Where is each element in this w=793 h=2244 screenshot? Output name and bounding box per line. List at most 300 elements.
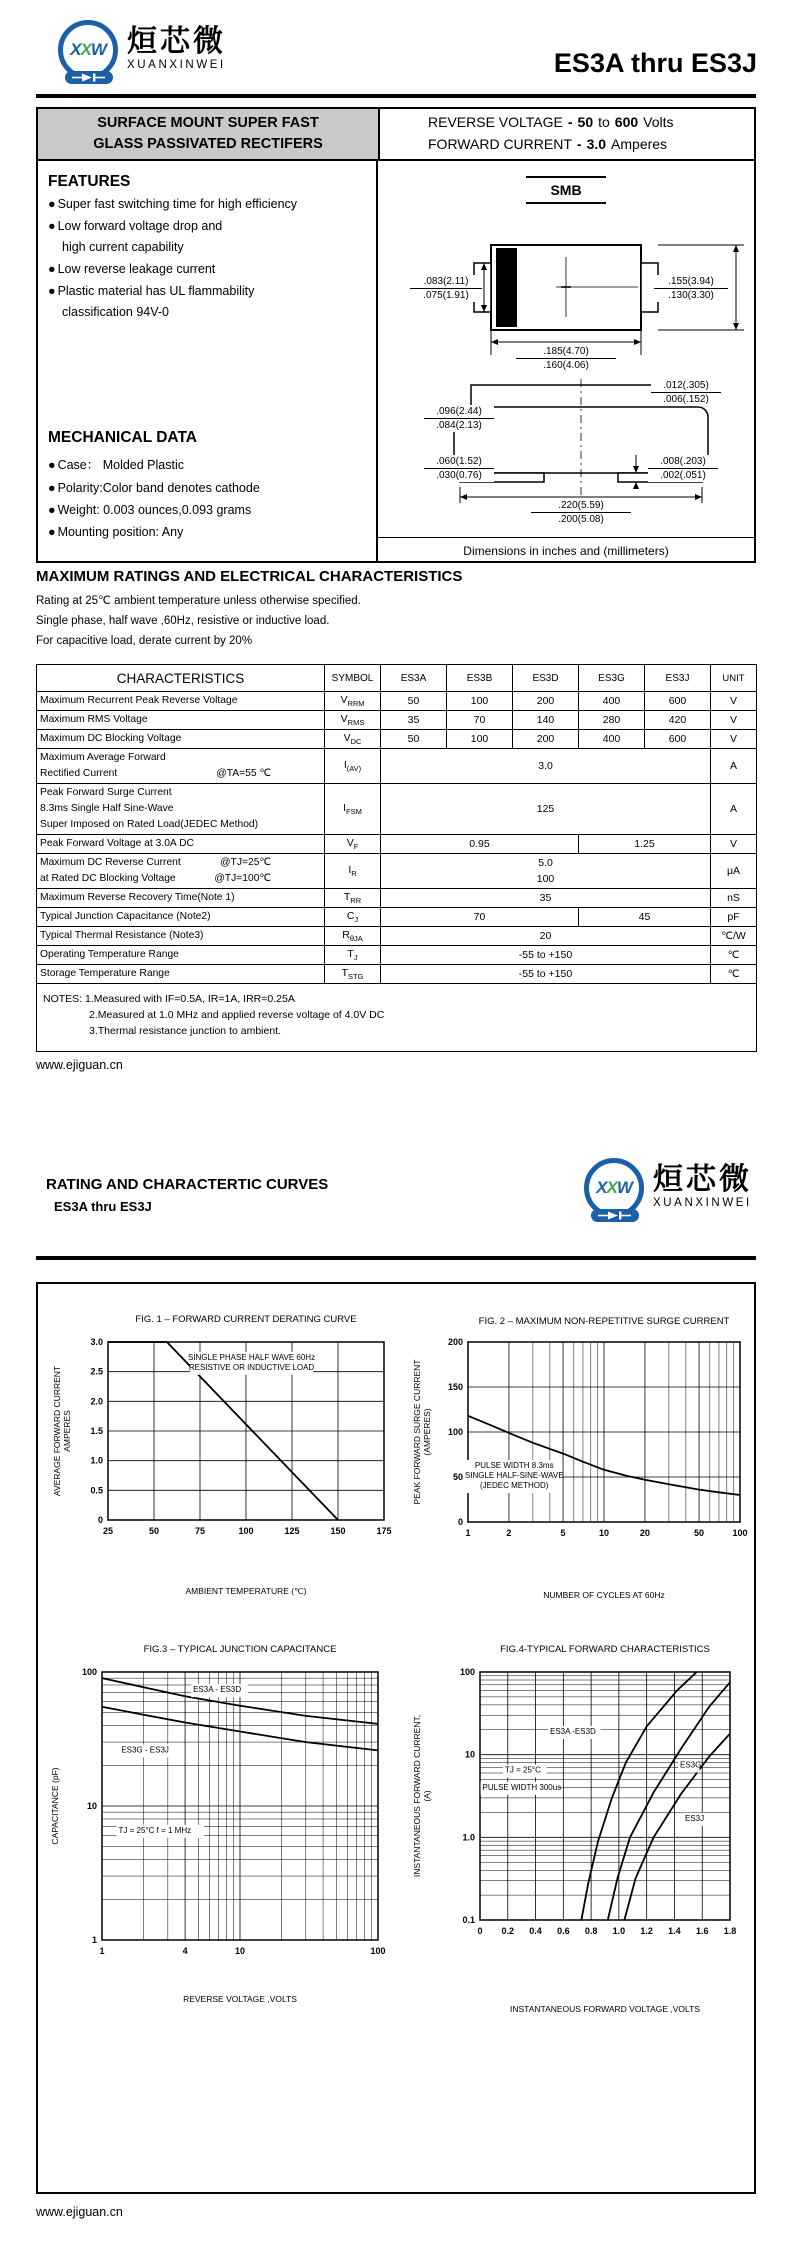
symbol-cell xyxy=(325,853,381,889)
characteristic-cell xyxy=(37,908,325,927)
characteristic-text: Super Imposed on Rated Load(JEDEC Method) xyxy=(40,818,259,830)
feature-item xyxy=(48,219,368,235)
svg-text:100: 100 xyxy=(370,1946,386,1956)
table-row xyxy=(37,908,757,927)
symbol-cell xyxy=(325,729,381,748)
website-url[interactable]: www.ejiguan.cn xyxy=(36,2205,123,2219)
svg-text:ES3A -ES3D: ES3A -ES3D xyxy=(550,1727,596,1736)
symbol-base: V xyxy=(343,731,351,744)
svg-text:(JEDEC METHOD): (JEDEC METHOD) xyxy=(480,1481,549,1490)
symbol-base: I xyxy=(343,801,347,814)
feature-text: Super fast switching time for high efficiency xyxy=(57,197,298,211)
symbol-subscript: STG xyxy=(348,971,364,981)
ratings-heading: MAXIMUM RATINGS AND ELECTRICAL CHARACTERISTICS xyxy=(36,568,463,585)
svg-text:TJ = 25°C f = 1 MHz: TJ = 25°C f = 1 MHz xyxy=(118,1825,192,1835)
column-header: UNIT xyxy=(711,665,757,692)
svg-text:NUMBER OF CYCLES AT 60Hz: NUMBER OF CYCLES AT 60Hz xyxy=(543,1590,665,1600)
monogram-letter: X xyxy=(70,40,81,59)
bullet-icon: ● xyxy=(48,197,56,211)
svg-text:0.2: 0.2 xyxy=(501,1926,515,1936)
fig4-forward-characteristics-chart xyxy=(408,1636,753,2023)
title-row xyxy=(38,109,754,161)
table-row xyxy=(37,748,757,783)
svg-text:1: 1 xyxy=(99,1946,105,1956)
page2-rule xyxy=(36,1256,756,1260)
mechanical-text: Mounting position: Any xyxy=(57,525,184,539)
monogram-letter: W xyxy=(90,40,106,59)
column-header: SYMBOL xyxy=(325,665,381,692)
note-line: 2.Measured at 1.0 MHz and applied reverse voltage of 4.0V DC xyxy=(89,1008,385,1021)
diode-icon xyxy=(591,1209,639,1222)
svg-text:1.8: 1.8 xyxy=(723,1926,737,1936)
feature-text: Low forward voltage drop and xyxy=(57,218,223,233)
value-cell: 140 xyxy=(513,710,579,729)
table-row xyxy=(37,729,757,748)
package-top-view xyxy=(406,237,756,377)
unit-cell: V xyxy=(711,710,757,729)
unit-cell: pF xyxy=(711,908,757,927)
curves-heading: RATING AND CHARACTERTIC CURVES xyxy=(46,1176,329,1193)
svg-text:ES3G - ES3J: ES3G - ES3J xyxy=(121,1745,169,1755)
column-header: ES3B xyxy=(447,665,513,692)
note-line: 3.Thermal resistance junction to ambient. xyxy=(89,1024,282,1037)
product-title-line2: GLASS PASSIVATED RECTIFERS xyxy=(93,136,323,152)
symbol-cell xyxy=(325,783,381,834)
svg-text:PULSE WIDTH 8.3ms: PULSE WIDTH 8.3ms xyxy=(474,1461,554,1470)
value-cell: 400 xyxy=(579,692,645,711)
svg-text:FIG.3 – TYPICAL JUNCTION CAPAC: FIG.3 – TYPICAL JUNCTION CAPACITANCE xyxy=(143,1644,337,1655)
brand-logo-mark xyxy=(584,1158,648,1224)
characteristic-text: Typical Junction Capacitance (Note2) xyxy=(40,911,211,923)
symbol-subscript: RR xyxy=(350,896,362,906)
dim-side-bottom: .220(5.59) .200(5.08) xyxy=(531,499,631,526)
unit-cell: A xyxy=(711,783,757,834)
characteristic-text: 8.3ms Single Half Sine-Wave xyxy=(40,802,174,814)
monogram-letter: X xyxy=(596,1178,607,1197)
brand-logo-mark xyxy=(58,20,122,86)
symbol-cell xyxy=(325,889,381,908)
characteristic-text: Maximum Average Forward xyxy=(40,751,166,763)
value-cell: 70 xyxy=(447,710,513,729)
value-cell: 0.95 xyxy=(381,834,579,853)
svg-text:AVERAGE FORWARD CURRENTAMPERES: AVERAGE FORWARD CURRENTAMPERES xyxy=(52,1365,72,1497)
value-cell: 35 xyxy=(381,710,447,729)
svg-text:ES3J: ES3J xyxy=(685,1813,705,1823)
symbol-base: V xyxy=(340,693,348,706)
svg-text:AMBIENT TEMPERATURE (℃): AMBIENT TEMPERATURE (℃) xyxy=(185,1586,307,1596)
svg-text:1.4: 1.4 xyxy=(668,1926,681,1936)
svg-text:ES3A - ES3D: ES3A - ES3D xyxy=(193,1685,242,1695)
reverse-voltage-line: REVERSE VOLTAGE - 50 to 600 Volts xyxy=(428,114,674,131)
value-cell: 20 xyxy=(381,927,711,946)
value-cell: 70 xyxy=(381,908,579,927)
ratings-section xyxy=(36,568,756,655)
svg-text:1.6: 1.6 xyxy=(695,1926,709,1936)
column-header: ES3A xyxy=(381,665,447,692)
value-cell: -55 to +150 xyxy=(381,964,711,983)
monogram-letter: X xyxy=(80,40,91,59)
value-cell: 45 xyxy=(579,908,711,927)
divider xyxy=(526,202,606,204)
column-header: CHARACTERISTICS xyxy=(37,665,325,692)
svg-text:0.5: 0.5 xyxy=(90,1485,103,1496)
characteristic-cell xyxy=(37,729,325,748)
symbol-subscript: RRM xyxy=(347,699,365,709)
symbol-base: T xyxy=(347,947,354,960)
symbol-cell xyxy=(325,945,381,964)
symbol-cell xyxy=(325,908,381,927)
characteristic-text: Maximum RMS Voltage xyxy=(40,713,148,725)
bullet-icon: ● xyxy=(48,481,56,495)
svg-text:100: 100 xyxy=(732,1528,748,1538)
symbol-cell xyxy=(325,927,381,946)
symbol-base: V xyxy=(346,836,354,849)
column-header: ES3D xyxy=(513,665,579,692)
feature-text: Plastic material has UL flammability xyxy=(57,283,255,298)
mechanical-item xyxy=(48,481,370,495)
bullet-icon: ● xyxy=(48,503,56,517)
forward-current-line: FORWARD CURRENT - 3.0 Amperes xyxy=(428,136,668,152)
table-row xyxy=(37,710,757,729)
dim-side-right: .008(.203) .002(.051) xyxy=(648,455,718,482)
svg-text:50: 50 xyxy=(452,1472,463,1482)
svg-text:175: 175 xyxy=(376,1526,392,1536)
ratings-summary xyxy=(380,109,754,159)
svg-text:1.2: 1.2 xyxy=(640,1926,653,1936)
table-row xyxy=(37,853,757,889)
svg-text:FIG. 2 – MAXIMUM NON-REPETITIV: FIG. 2 – MAXIMUM NON-REPETITIVE SURGE CURRENT xyxy=(478,1316,730,1327)
feature-text: classification 94V-0 xyxy=(62,305,170,320)
ratings-desc-2: Single phase, half wave ,60Hz, resistive or inductive load. xyxy=(36,615,330,627)
dim-top-left: .083(2.11) .075(1.91) xyxy=(410,275,482,302)
unit-cell: μA xyxy=(711,853,757,889)
value-cell: 400 xyxy=(579,729,645,748)
feature-text: Low reverse leakage current xyxy=(57,261,216,276)
mechanical-item xyxy=(48,455,370,473)
svg-text:25: 25 xyxy=(102,1526,114,1536)
svg-text:SINGLE PHASE HALF WAVE 60Hz: SINGLE PHASE HALF WAVE 60Hz xyxy=(187,1352,316,1362)
mechanical-list xyxy=(48,455,370,539)
symbol-cell xyxy=(325,710,381,729)
header-rule xyxy=(36,94,756,98)
unit-cell: V xyxy=(711,692,757,711)
fig4-svg xyxy=(408,1636,753,2018)
symbol-cell xyxy=(325,964,381,983)
table-row xyxy=(37,927,757,946)
svg-text:150: 150 xyxy=(447,1382,463,1392)
svg-text:100: 100 xyxy=(81,1667,97,1677)
characteristic-text: Maximum DC Reverse Current xyxy=(40,856,181,868)
table-header-row xyxy=(37,665,757,692)
brand-name-cn: 烜芯微 xyxy=(653,1163,752,1196)
brand-name-cn: 烜芯微 xyxy=(127,25,226,58)
note-line xyxy=(43,993,750,1005)
fig2-svg xyxy=(408,1296,753,1604)
svg-text:100: 100 xyxy=(238,1526,254,1536)
symbol-subscript: J xyxy=(354,915,359,925)
website-url[interactable]: www.ejiguan.cn xyxy=(36,1058,123,1072)
value-cell: 125 xyxy=(381,783,711,834)
symbol-base: V xyxy=(340,712,348,725)
fig1-forward-current-derating-chart xyxy=(44,1300,406,1605)
feature-item xyxy=(62,240,368,256)
svg-text:100: 100 xyxy=(447,1427,463,1437)
value-cell: 200 xyxy=(513,729,579,748)
dim-side-bottom-left: .060(1.52) .030(0.76) xyxy=(424,455,494,482)
dim-side-left: .096(2.44) .084(2.13) xyxy=(424,405,494,432)
unit-cell: nS xyxy=(711,889,757,908)
dim-top-bottom: .185(4.70) .160(4.06) xyxy=(516,345,616,372)
characteristic-cell xyxy=(37,927,325,946)
characteristic-cell xyxy=(37,964,325,983)
feature-item xyxy=(48,262,368,278)
mechanical-text: Case： Molded Plastic xyxy=(57,458,185,472)
charts-box xyxy=(36,1282,756,2194)
brand-name xyxy=(653,1164,752,1209)
svg-text:1: 1 xyxy=(91,1935,97,1945)
diode-icon xyxy=(65,71,113,84)
mechanical-text: Weight: 0.003 ounces,0.093 grams xyxy=(57,503,252,517)
table-row xyxy=(37,783,757,834)
svg-text:150: 150 xyxy=(330,1526,346,1536)
value-cell: 200 xyxy=(513,692,579,711)
unit-cell: ℃/W xyxy=(711,927,757,946)
svg-text:0: 0 xyxy=(97,1515,103,1525)
symbol-subscript: FSM xyxy=(346,806,362,816)
dimensions-caption: Dimensions in inches and (millimeters) xyxy=(378,537,754,563)
package-name-label: SMB xyxy=(550,182,582,198)
characteristic-cell xyxy=(37,945,325,964)
value-cell: 280 xyxy=(579,710,645,729)
svg-text:1.0: 1.0 xyxy=(612,1926,626,1936)
svg-text:0.4: 0.4 xyxy=(529,1926,542,1936)
mechanical-item xyxy=(48,525,370,539)
value-cell: 50 xyxy=(381,729,447,748)
notes-label: NOTES: xyxy=(43,992,83,1005)
summary-box xyxy=(36,107,756,563)
feature-item xyxy=(62,305,368,321)
svg-text:1.0: 1.0 xyxy=(90,1455,103,1466)
symbol-cell xyxy=(325,748,381,783)
ratings-desc-3: For capacitive load, derate current by 20% xyxy=(36,635,253,647)
svg-text:125: 125 xyxy=(284,1526,300,1536)
bullet-icon: ● xyxy=(48,525,56,539)
svg-text:REVERSE VOLTAGE ,VOLTS: REVERSE VOLTAGE ,VOLTS xyxy=(183,1994,297,2004)
table-row xyxy=(37,964,757,983)
value-cell: 5.0 100 xyxy=(381,853,711,889)
svg-text:2: 2 xyxy=(506,1528,512,1538)
curves-subheading: ES3A thru ES3J xyxy=(54,1199,152,1214)
symbol-base: R xyxy=(342,928,350,941)
symbol-base: C xyxy=(346,909,355,922)
symbol-base: I xyxy=(343,758,347,771)
feature-item xyxy=(48,284,368,300)
svg-text:0: 0 xyxy=(457,1517,463,1527)
symbol-subscript: R xyxy=(351,868,357,878)
svg-text:10: 10 xyxy=(598,1528,610,1538)
value-cell: -55 to +150 xyxy=(381,945,711,964)
dim-top-right: .155(3.94) .130(3.30) xyxy=(654,275,728,302)
svg-text:50: 50 xyxy=(148,1526,160,1536)
svg-text:3.0: 3.0 xyxy=(90,1337,103,1347)
svg-text:INSTANTANEOUS FORWARD CURRENT,: INSTANTANEOUS FORWARD CURRENT,(A) xyxy=(412,1714,432,1878)
characteristic-text: Storage Temperature Range xyxy=(40,967,170,979)
svg-text:PEAK FORWARD SURGE CURRENT(AMP: PEAK FORWARD SURGE CURRENT(AMPERES) xyxy=(412,1359,432,1505)
svg-text:20: 20 xyxy=(639,1528,650,1538)
characteristic-cell xyxy=(37,748,325,783)
characteristic-cell xyxy=(37,710,325,729)
ratings-desc-1: Rating at 25℃ ambient temperature unless otherwise specified. xyxy=(36,595,361,607)
note-text: 1.Measured with IF=0.5A, IR=1A, IRR=0.25A xyxy=(85,992,295,1005)
mechanical-item xyxy=(48,503,370,517)
svg-text:ES3G: ES3G xyxy=(680,1760,702,1770)
characteristic-text: Operating Temperature Range xyxy=(40,948,179,960)
divider xyxy=(526,176,606,178)
svg-text:200: 200 xyxy=(447,1337,463,1347)
svg-text:FIG.4-TYPICAL FORWARD CHARACTE: FIG.4-TYPICAL FORWARD CHARACTERISTICS xyxy=(500,1644,710,1655)
symbol-cell xyxy=(325,692,381,711)
bullet-icon: ● xyxy=(48,218,56,233)
svg-text:0.1: 0.1 xyxy=(462,1915,475,1925)
svg-text:CAPACITANCE (pF): CAPACITANCE (pF) xyxy=(50,1767,60,1845)
svg-text:10: 10 xyxy=(234,1946,246,1956)
unit-cell: V xyxy=(711,729,757,748)
unit-cell: ℃ xyxy=(711,964,757,983)
svg-text:100: 100 xyxy=(459,1667,475,1677)
content-row xyxy=(38,161,754,563)
unit-cell: ℃ xyxy=(711,945,757,964)
brand-name-en: XUANXINWEI xyxy=(127,58,226,71)
svg-text:TJ = 25°C: TJ = 25°C xyxy=(505,1765,541,1775)
condition-text: @TJ=25℃ xyxy=(220,856,271,868)
svg-text:0: 0 xyxy=(477,1926,483,1936)
dim-side-top-right: .012(.305) .006(.152) xyxy=(651,379,721,406)
svg-text:2.0: 2.0 xyxy=(90,1396,103,1407)
monogram-letter: W xyxy=(616,1178,632,1197)
symbol-subscript: J xyxy=(353,952,358,962)
svg-text:50: 50 xyxy=(694,1528,705,1538)
table-row xyxy=(37,889,757,908)
svg-text:2.5: 2.5 xyxy=(90,1366,103,1377)
product-title xyxy=(38,109,380,159)
value-cell: 100 xyxy=(447,729,513,748)
table-row xyxy=(37,945,757,964)
fig1-svg xyxy=(44,1300,406,1600)
condition-text: @TJ=100℃ xyxy=(214,872,271,884)
characteristic-text: Peak Forward Surge Current xyxy=(40,786,172,798)
characteristic-cell xyxy=(37,853,325,889)
value-cell: 1.25 xyxy=(579,834,711,853)
svg-text:SINGLE HALF-SINE-WAVE: SINGLE HALF-SINE-WAVE xyxy=(464,1471,564,1480)
fig2-surge-current-chart xyxy=(408,1296,753,1609)
characteristic-text: Maximum DC Blocking Voltage xyxy=(40,732,182,744)
part-range-title: ES3A thru ES3J xyxy=(553,48,757,78)
characteristic-cell xyxy=(37,889,325,908)
characteristic-text: Rectified Current xyxy=(40,767,118,779)
svg-text:PULSE WIDTH 300us: PULSE WIDTH 300us xyxy=(482,1782,562,1792)
symbol-subscript: DC xyxy=(350,736,362,746)
features-heading: FEATURES xyxy=(48,173,131,190)
characteristic-cell xyxy=(37,783,325,834)
package-name xyxy=(520,173,612,207)
symbol-base: T xyxy=(343,891,351,904)
symbol-subscript: RMS xyxy=(347,717,365,727)
svg-text:5: 5 xyxy=(560,1528,566,1538)
svg-text:4: 4 xyxy=(182,1946,188,1956)
svg-text:INSTANTANEOUS FORWARD VOLTAGE: INSTANTANEOUS FORWARD VOLTAGE ,VOLTS xyxy=(509,2004,701,2014)
symbol-subscript: θJA xyxy=(349,934,363,944)
characteristic-cell xyxy=(37,834,325,853)
symbol-subscript: (AV) xyxy=(346,763,362,773)
package-column xyxy=(378,161,754,563)
brand-logo xyxy=(584,1158,752,1224)
ratings-table xyxy=(36,664,757,1052)
notes-cell xyxy=(37,983,757,1051)
svg-text:0.6: 0.6 xyxy=(557,1926,570,1936)
characteristic-text: Peak Forward Voltage at 3.0A DC xyxy=(40,837,194,849)
fig3-junction-capacitance-chart xyxy=(44,1636,406,2013)
symbol-subscript: F xyxy=(353,841,359,851)
characteristic-text: Maximum Reverse Recovery Time(Note 1) xyxy=(40,892,235,904)
brand-logo xyxy=(58,20,226,86)
svg-text:1.5: 1.5 xyxy=(90,1426,103,1436)
symbol-base: T xyxy=(341,966,348,979)
value-cell: 100 xyxy=(447,692,513,711)
mechanical-text: Polarity:Color band denotes cathode xyxy=(57,481,260,495)
features-list xyxy=(48,197,368,321)
value-cell: 600 xyxy=(645,692,711,711)
bullet-icon: ● xyxy=(48,458,56,472)
value-cell: 50 xyxy=(381,692,447,711)
symbol-base: I xyxy=(348,863,352,876)
table-row xyxy=(37,692,757,711)
svg-text:1: 1 xyxy=(465,1528,471,1538)
feature-item xyxy=(48,197,368,213)
column-header: ES3G xyxy=(579,665,645,692)
package-side-view xyxy=(396,377,766,529)
product-title-line1: SURFACE MOUNT SUPER FAST xyxy=(97,114,319,131)
svg-text:10: 10 xyxy=(464,1749,475,1760)
value-cell: 420 xyxy=(645,710,711,729)
fig3-svg xyxy=(44,1636,406,2008)
bullet-icon: ● xyxy=(48,261,56,276)
svg-text:0.8: 0.8 xyxy=(584,1926,598,1936)
svg-text:10: 10 xyxy=(86,1801,97,1811)
mechanical-data xyxy=(48,429,370,547)
symbol-cell xyxy=(325,834,381,853)
condition-text: @TA=55 ℃ xyxy=(216,767,271,779)
svg-text:1.0: 1.0 xyxy=(462,1832,475,1843)
svg-text:FIG. 1 – FORWARD CURRENT DERAT: FIG. 1 – FORWARD CURRENT DERATING CURVE xyxy=(135,1314,357,1325)
features-column xyxy=(38,161,378,563)
brand-name-en: XUANXINWEI xyxy=(653,1196,752,1209)
svg-text:75: 75 xyxy=(194,1526,206,1536)
mechanical-heading: MECHANICAL DATA xyxy=(48,429,197,446)
feature-text: high current capability xyxy=(62,240,184,255)
notes-row xyxy=(37,983,757,1051)
table-row xyxy=(37,834,757,853)
characteristic-text: Typical Thermal Resistance (Note3) xyxy=(40,930,204,942)
unit-cell: V xyxy=(711,834,757,853)
characteristic-cell xyxy=(37,692,325,711)
value-cell: 35 xyxy=(381,889,711,908)
brand-name xyxy=(127,26,226,71)
column-header: ES3J xyxy=(645,665,711,692)
characteristic-text: Maximum Recurrent Peak Reverse Voltage xyxy=(40,695,238,706)
unit-cell: A xyxy=(711,748,757,783)
monogram-letter: X xyxy=(606,1178,617,1197)
bullet-icon: ● xyxy=(48,283,56,298)
